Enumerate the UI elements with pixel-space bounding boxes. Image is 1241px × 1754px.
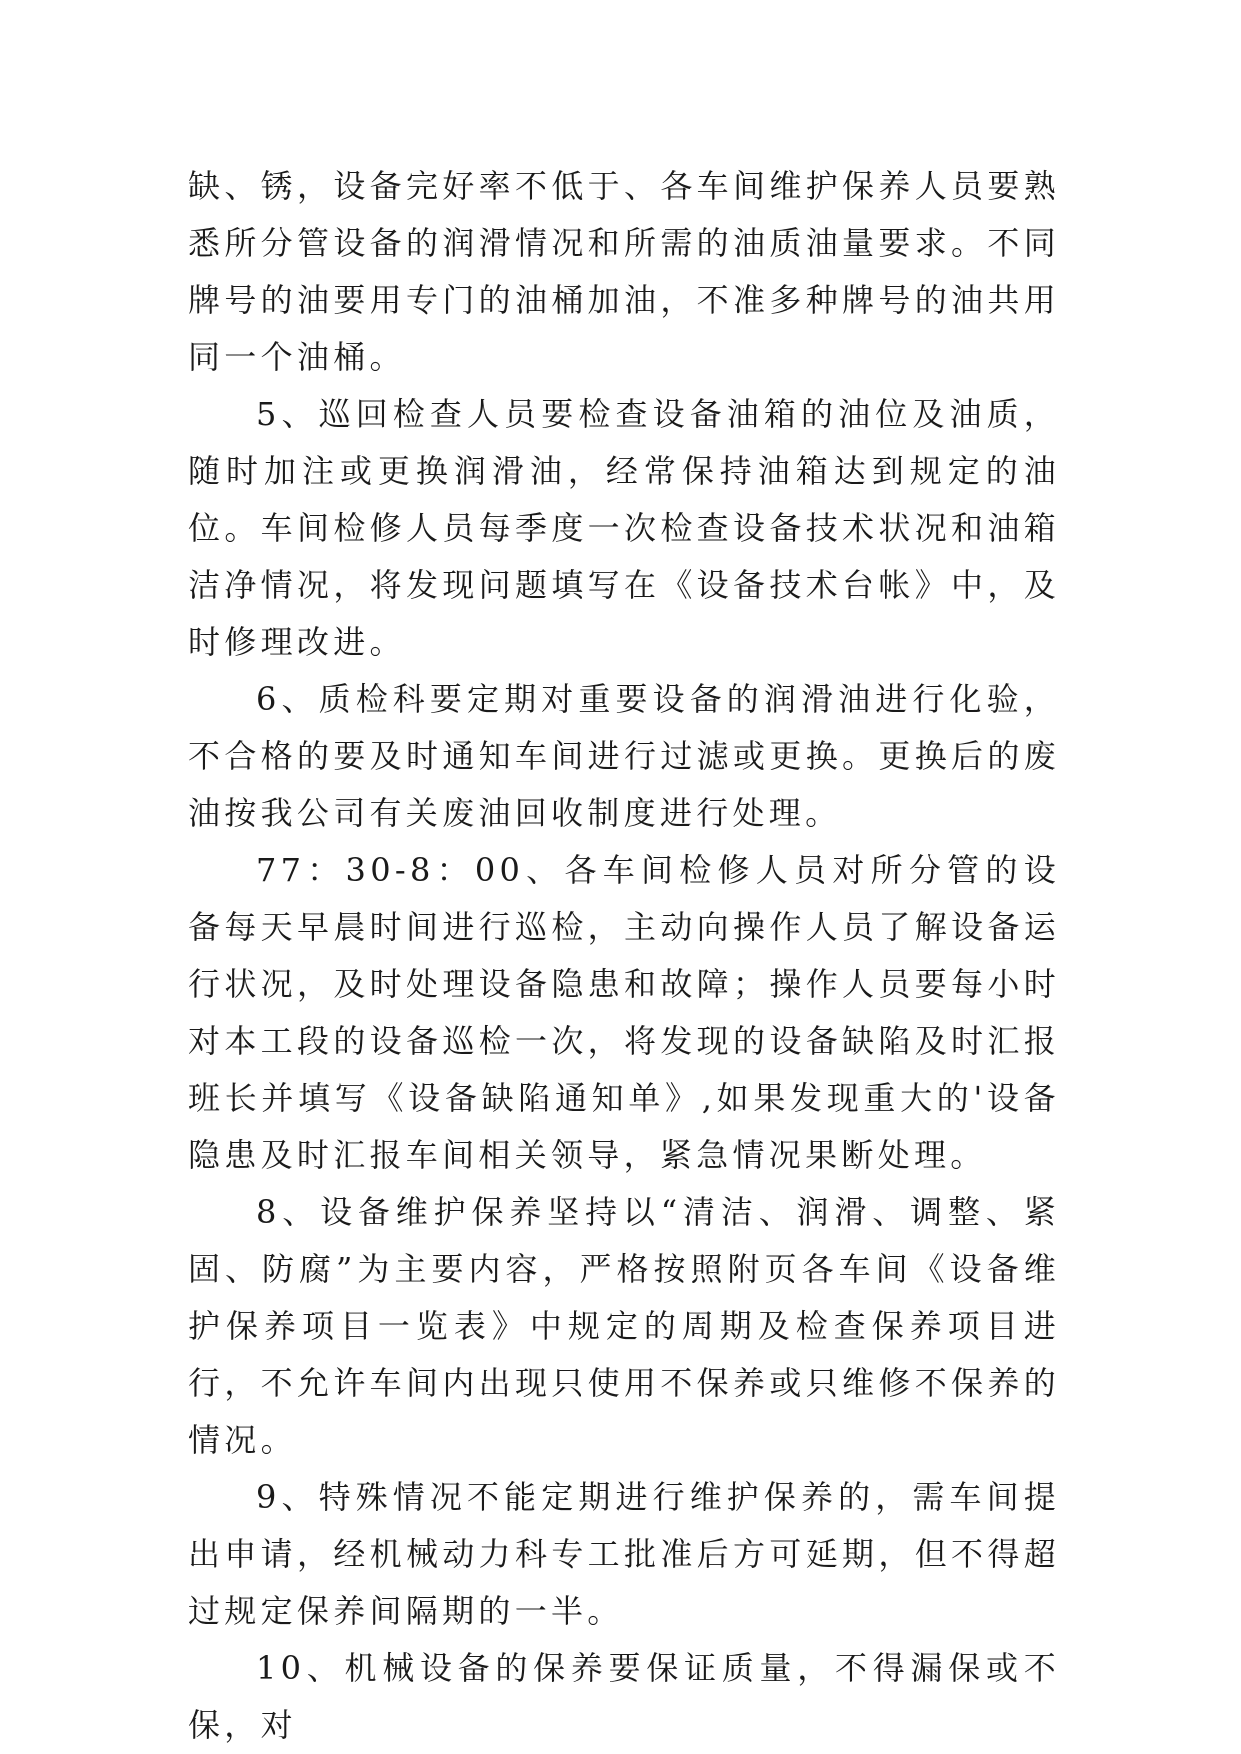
paragraph-item-9: 9、特殊情况不能定期进行维护保养的，需车间提出申请，经机械动力科专工批准后方可延期，但不得超过规定保养间隔期的一半。 [188, 1478, 1060, 1630]
paragraph-item-10: 10、机械设备的保养要保证质量，不得漏保或不保，对 [188, 1649, 1060, 1744]
paragraph-item-6: 6、质检科要定期对重要设备的润滑油进行化验，不合格的要及时通知车间进行过滤或更换。更换后的废油按我公司有关废油回收制度进行处理。 [188, 680, 1060, 832]
paragraph-continuation: 缺、锈，设备完好率不低于、各车间维护保养人员要熟悉所分管设备的润滑情况和所需的油质油量要求。不同牌号的油要用专门的油桶加油，不准多种牌号的油共用同一个油桶。 [188, 167, 1060, 376]
paragraph-item-8: 8、设备维护保养坚持以“清洁、润滑、调整、紧固、防腐”为主要内容，严格按照附页各车间《设备维护保养项目一览表》中规定的周期及检查保养项目进行，不允许车间内出现只使用不保养或只维修不保养的情况。 [188, 1193, 1060, 1459]
document-body [188, 158, 1060, 1754]
paragraph-item-7: 77：30-8：00、各车间检修人员对所分管的设备每天早晨时间进行巡检，主动向操作人员了解设备运行状况，及时处理设备隐患和故障；操作人员要每小时对本工段的设备巡检一次，将发现的设备缺陷及时汇报班长并填写《设备缺陷通知单》,如果发现重大的'设备隐患及时汇报车间相关领导，紧急情况果断处理。 [188, 851, 1060, 1174]
paragraph-item-5: 5、巡回检查人员要检查设备油箱的油位及油质，随时加注或更换润滑油，经常保持油箱达到规定的油位。车间检修人员每季度一次检查设备技术状况和油箱洁净情况，将发现问题填写在《设备技术台帐》中，及时修理改进。 [188, 395, 1060, 661]
